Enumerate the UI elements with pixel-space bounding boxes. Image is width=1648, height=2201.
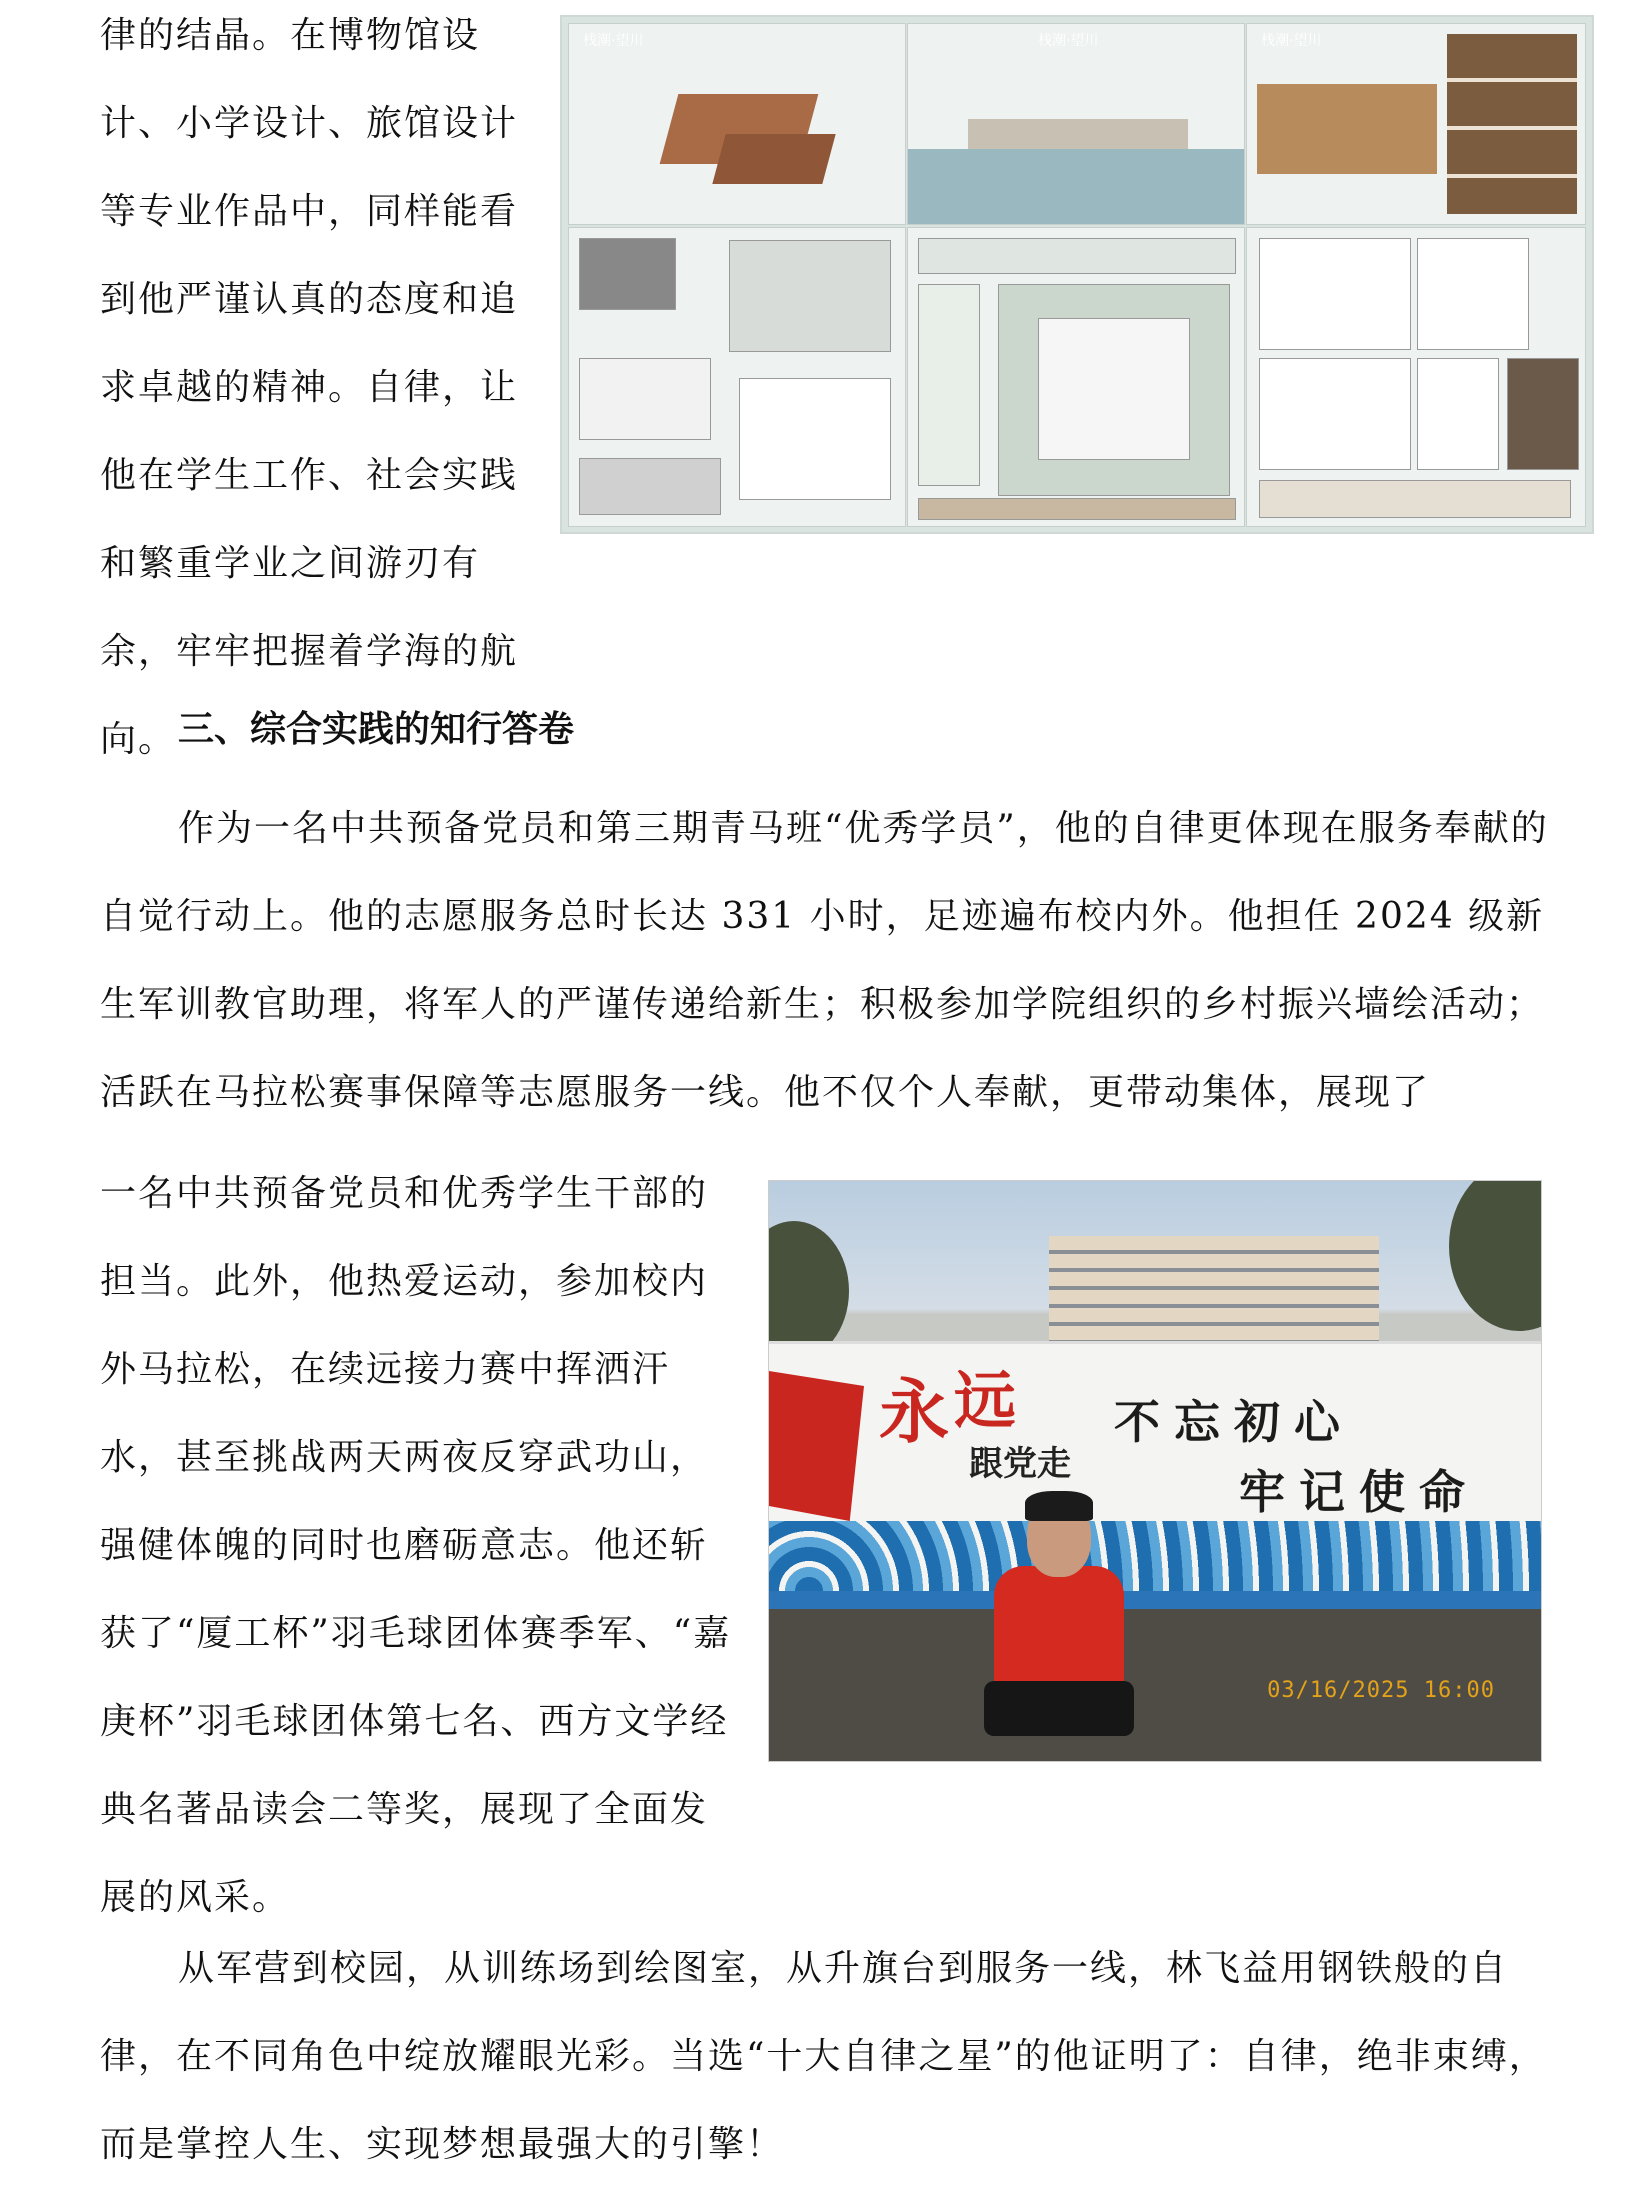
- volunteer-photo-mural: [768, 1180, 1542, 1762]
- floor-plans-panel: [1246, 227, 1586, 527]
- board-title-left: 栈潮·望川: [583, 33, 644, 49]
- board-title-right: 栈潮·望川: [1261, 33, 1322, 49]
- slogan-original-aspiration: 不忘初心: [1114, 1395, 1354, 1449]
- rendering-courtyard-view: [1246, 23, 1586, 225]
- rendering-aerial-view: [568, 23, 906, 225]
- board-title-mid: 栈潮·望川: [1038, 33, 1099, 49]
- section-heading: 三、综合实践的知行答卷: [178, 709, 575, 750]
- red-flag-graphic: [769, 1371, 864, 1521]
- wave-graphic: [769, 1521, 1541, 1591]
- site-analysis-panel: [568, 227, 906, 527]
- master-plan-panel: [907, 227, 1245, 527]
- slogan-mission: 牢记使命: [1239, 1465, 1479, 1519]
- paragraph-sports-awards: 一名中共预备党员和优秀学生干部的担当。此外，他热爱运动，参加校内外马拉松，在续远接力赛中挥洒汗水，甚至挑战两天两夜反穿武功山，强健体魄的同时也磨砺意志。他还斩获了“厦工杯”羽毛球团体赛季军、“嘉庚杯”羽毛球团体第七名、西方文学经典名著品读会二等奖，展现了全面发展的风采。: [100, 1173, 732, 1918]
- paragraph-conclusion: 从军营到校园，从训练场到绘图室，从升旗台到服务一线，林飞益用钢铁般的自律，在不同角色中绽放耀眼光彩。当选“十大自律之星”的他证明了：自律，绝非束缚，而是掌控人生、实现梦想最强大的引擎！: [100, 1948, 1547, 2165]
- paragraph-volunteer-service: 作为一名中共预备党员和第三期青马班“优秀学员”，他的自律更体现在服务奉献的自觉行动上。他的志愿服务总时长达 331 小时，足迹遍布校内外。他担任 2024 级新生军训教官助理，将军人的严谨传递给新生；积极参加学院组织的乡村振兴墙绘活动；活跃在马拉松赛事保障等志愿服务一线。他不仅个人奉献，更带动集体，展现了: [100, 808, 1549, 1113]
- slogan-char-yuan: 远: [954, 1364, 1017, 1437]
- architecture-design-board-image: [560, 15, 1594, 534]
- rendering-lake-view: [907, 23, 1245, 225]
- slogan-follow-party: 跟党走: [969, 1444, 1071, 1484]
- slogan-char-yong: 永: [879, 1370, 949, 1453]
- paragraph-design-works: 律的结晶。在博物馆设计、小学设计、旅馆设计等专业作品中，同样能看到他严谨认真的态度和追求卓越的精神。自律，让他在学生工作、社会实践和繁重学业之间游刃有余，牢牢把握着学海的航向。: [100, 15, 519, 760]
- photo-timestamp: 03/16/2025 16:00: [1267, 1678, 1495, 1703]
- background-building: [1049, 1236, 1379, 1346]
